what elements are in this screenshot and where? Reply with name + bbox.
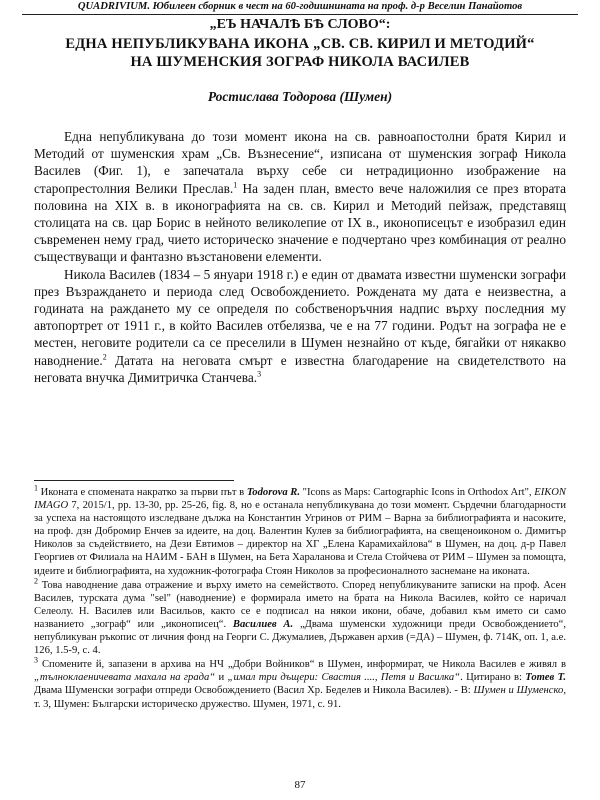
- footnote-quote: „имал три дъщери: Свастия ...., Петя и Василка“: [227, 672, 461, 684]
- paragraph-text: Никола Василев (1834 – 5 януари 1918 г.) е един от двамата известни шуменски зографи през Възраждането и периода след Освобождението. Рождената му дата е неизвестна, а годината на раждането му се определя по собственоръчния надпис върху последния му автопортрет от 1911 г., в който Василев отбелязва, че е на 77 години. Родът на зографа не е местен, неговите родители са се преселили в Шумен незнайно от къде, бягайки от някакво наводнение.: [34, 266, 566, 368]
- paragraph-text: Датата на неговата смърт е известна благодарение на свидетелството на неговата внучка Димитричка Станчева.: [34, 352, 566, 385]
- footnote-ref-1[interactable]: 1: [233, 180, 238, 190]
- footnote-text: 7, 2015/1, pp. 13-30, pp. 25-26, fig. 8, но е останала непубликувана до този момент. Сърдечни благодарности за успеха на настоящото изследване дължа на Константин Угринов от РИМ – Варна за библиографията и насоките, на проф. дзн Добромир Енчев за идеите, на доц. Валентин Кулев за библиографията, на свещеноиконом о. Димитър Николов за съдействието, на Дези Евтимов – директор на ХГ „Елена Карамихайлова“ в Шумен, на доц. д-р Павел Георгиев от Филиала на НАИМ - БАН в Шумен, на Бета Хараланова и Стела Стойчева от РИМ – Шумен за помощта, идеите и библиографията, на художник-фотографа Стоян Николов за професионалното заснемане на иконата.: [34, 500, 566, 577]
- title-main-line2: НА ШУМЕНСКИЯ ЗОГРАФ НИКОЛА ВАСИЛЕВ: [130, 54, 470, 70]
- footnote-text: и: [215, 672, 228, 684]
- footnote-ref-2[interactable]: 2: [102, 352, 107, 362]
- footnote-number: 3: [34, 655, 38, 665]
- footnote-text: Спомените й, запазени в архива на НЧ „Добри Войников“ в Шумен, информират, че Никола Василев е живял в: [38, 659, 566, 671]
- footnote-3: [34, 655, 567, 710]
- footnote-text: „Двама шуменски художници преди Освобождението“, непубликуван ръкопис от личния фонд на Георги С. Джумалиев, Държавен архив (=ДА) – Шумен, ф. 714К, оп. 1, а.е. 126, 1.5-9, с. 4.: [34, 618, 566, 657]
- title-epigraph: „ЕЪ НАЧАЛѢ БѢ СЛОВО“:: [209, 17, 391, 32]
- footnote-text: Двама Шуменски зографи отпреди Освобождението (Васил Хр. Беделев и Никола Василев). - В:: [34, 685, 474, 697]
- title-main-line1: ЕДНА НЕПУБЛИКУВАНА ИКОНА „СВ. СВ. КИРИЛ И МЕТОДИЙ“: [65, 36, 535, 52]
- footnote-1: [34, 483, 566, 578]
- footnote-journal: EIKON IMAGO: [34, 487, 566, 512]
- footnotes: [34, 483, 567, 712]
- footnote-author: Василиев А.: [232, 618, 294, 630]
- paragraph-text: На заден план, вместо вече наложилия се през втората половина на XIX в. в иконографията на св. св. Кирил и Методий пейзаж, представящ столицата на св. цар Борис в нейното великолепие от IX в., иконописецът е изобразил един съвременен нему град, чието историческо значение е подчертано чрез комбинация от реално съществуващи и фантазно възстановени елементи.: [34, 180, 566, 265]
- body-paragraph-1: [34, 128, 566, 266]
- footnote-quote: „тълноклаеничевата махала на града“: [34, 672, 216, 684]
- footnote-ref-3[interactable]: 3: [257, 369, 262, 379]
- footnote-text: , т. 3, Шумен: Български историческо дружество. Шумен, 1971, с. 91.: [34, 685, 566, 710]
- footnote-number: 2: [34, 576, 38, 586]
- footnote-book-title: Шумен и Шуменско: [473, 685, 564, 697]
- author-line: Ростислава Тодорова (Шумен): [207, 89, 393, 104]
- footnote-2: [34, 576, 566, 658]
- article-body: [34, 128, 566, 386]
- footnote-text: Иконата е спомената накратко за първи път в: [38, 487, 247, 498]
- paragraph-text: Една непубликувана до този момент икона на св. равноапостолни братя Кирил и Методий от шуменския храм „Св. Възнесение“, изписана от шуменския зограф Никола Василев (Фиг. 1), е запечатала върху себе си нетрадиционно изображение на старопрестолния Велики Преслав.: [34, 129, 566, 196]
- footnote-text: . Цитирано в:: [460, 672, 526, 684]
- footnote-author: Тотев Т.: [525, 672, 567, 684]
- footnote-text: "Icons as Maps: Cartographic Icons in Orthodox Art",: [300, 487, 535, 498]
- footnote-separator: [34, 480, 234, 481]
- footnote-text: Това наводнение дава отражение и върху името на семейството. Според непубликуваните записки на проф. Асен Василев, турската дума "sel" (наводнение) е формирала името на брата на Никола Василев, който се наричал Селеолу. Н. Василев или Васильов, както се е подписал на някои икони, обаче, добавил към името си само названието „зограф“ или „иконописец“.: [34, 579, 566, 630]
- footnote-number: 1: [34, 483, 38, 493]
- footnote-author: Todorova R.: [246, 487, 301, 498]
- body-paragraph-2: [34, 266, 566, 386]
- running-head: QUADRIVIUM. Юбилеен сборник в чест на 60-годишнината на проф. д-р Веселин Панайотов: [22, 1, 578, 15]
- page-number: 87: [294, 779, 306, 791]
